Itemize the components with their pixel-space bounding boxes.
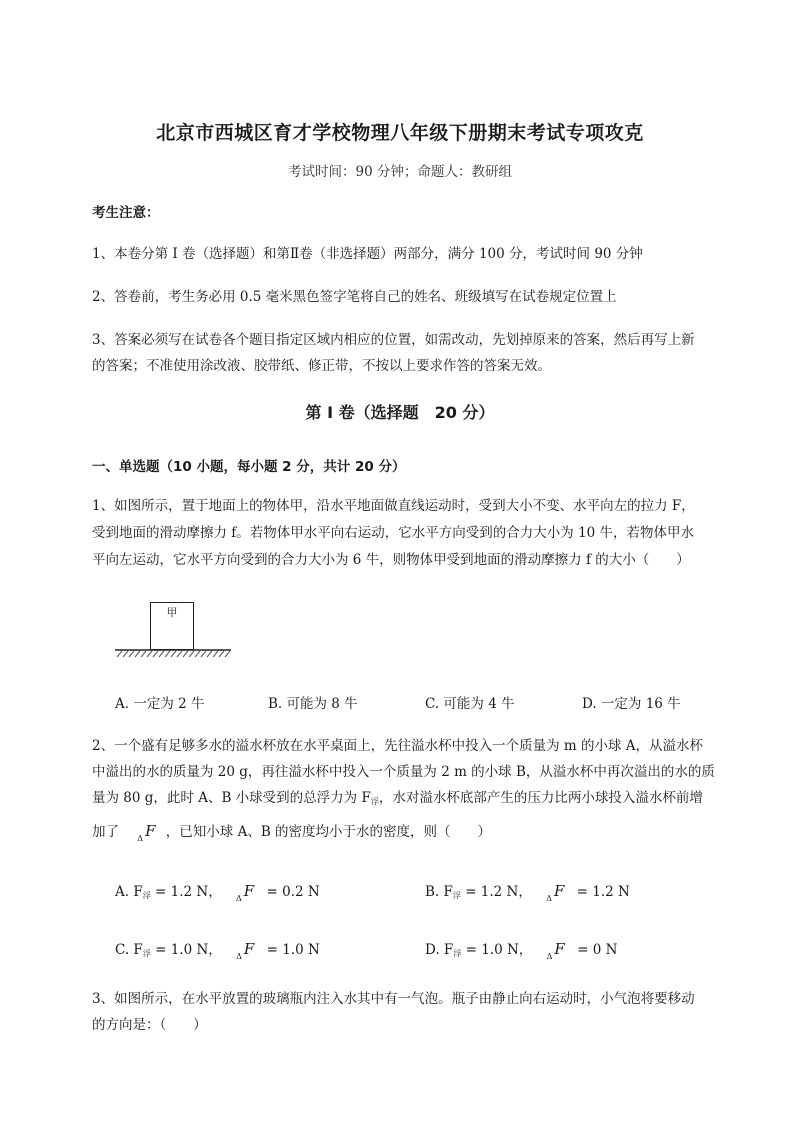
force-symbol: F xyxy=(243,940,255,958)
option-a[interactable]: A. $F_浮 = 1.2$ N， $_\Delta$ F = 0.2 N xyxy=(115,882,320,903)
exam-info: 考试时间：90 分钟；命题人：教研组 xyxy=(288,164,512,180)
buoyancy-subscript: 浮 xyxy=(452,891,461,900)
option-b[interactable]: B. 可能为 8 牛 xyxy=(268,696,358,712)
buoyancy-subscript: 浮 xyxy=(142,891,151,900)
option-letter: B. xyxy=(425,884,440,900)
ground-hatch xyxy=(115,649,231,659)
question-2-line xyxy=(92,789,722,811)
option-value: = 0 N xyxy=(577,942,618,958)
question-1-figure xyxy=(115,598,231,660)
option-letter: A. xyxy=(115,884,130,900)
option-c[interactable]: C. $F_浮 = 1.0$ N， $_\Delta$ F = 1.0 N xyxy=(115,940,320,961)
question-2-line xyxy=(92,822,722,848)
delta-symbol: Δ xyxy=(546,952,553,961)
delta-symbol: Δ xyxy=(236,952,242,961)
notice-item: 3、答案必须写在试卷各个题目指定区域内相应的位置，如需改动，先划掉原来的答案，然后再写上新 xyxy=(92,332,695,348)
option-value: = 1.0 N xyxy=(266,942,320,958)
notice-item: 的答案；不准使用涂改液、胶带纸、修正带，不按以上要求作答的答案无效。 xyxy=(92,358,551,374)
option-value: = 0.2 N xyxy=(266,884,320,900)
notice-item: 1、本卷分第 I 卷（选择题）和第Ⅱ卷（非选择题）两部分，满分 100 分，考试时间 90 分钟 xyxy=(92,246,643,262)
block-label: 甲 xyxy=(166,606,178,619)
question-1-line: 受到地面的滑动摩擦力 f。若物体甲水平向右运动，它水平方向受到的合力大小为 10 牛，若物体甲水 xyxy=(92,525,695,541)
question-1-line: 1、如图所示，置于地面上的物体甲，沿水平地面做直线运动时，受到大小不变、水平向左的拉力 F， xyxy=(92,498,695,514)
delta-symbol: Δ xyxy=(137,834,144,843)
option-value: = 1.0 N， xyxy=(155,942,222,958)
force-symbol: F xyxy=(243,882,255,900)
section-title: 第 I 卷（选择题 20 分） xyxy=(305,403,495,422)
force-symbol: F xyxy=(553,882,565,900)
question-1-line: 平向左运动，它水平方向受到的合力大小为 6 牛，则物体甲受到地面的滑动摩擦力 f 的大小（ ） xyxy=(92,552,690,568)
notice-item: 2、答卷前，考生务必用 0.5 毫米黑色签字笔将自己的姓名、班级填写在试卷规定位置上 xyxy=(92,289,617,305)
buoyancy-subscript: 浮 xyxy=(142,949,151,958)
buoyancy-subscript: 浮 xyxy=(453,949,462,958)
question-2-line: 中溢出的水的质量为 20 g，再往溢水杯中投入一个质量为 2 m 的小球 B，从溢水杯中再次溢出的水的质 xyxy=(92,764,715,780)
delta-symbol: Δ xyxy=(546,894,552,903)
question-2-text: ，已知小球 A、B 的密度均小于水的密度，则（ ） xyxy=(165,824,492,840)
block-jia xyxy=(150,602,194,650)
option-a[interactable]: A. 一定为 2 牛 xyxy=(115,696,205,712)
page-title: 北京市西城区育才学校物理八年级下册期末考试专项攻克 xyxy=(156,122,644,144)
question-2-text: 量为 80 g，此时 A、B 小球受到的总浮力为 F xyxy=(92,790,371,806)
option-value: = 1.2 N， xyxy=(155,884,222,900)
delta-symbol: Δ xyxy=(236,894,242,903)
force-symbol: F xyxy=(554,940,565,958)
option-b[interactable]: B. $F_浮 = 1.2$ N， $_\Delta$ F = 1.2 N xyxy=(425,882,630,903)
question-2-line: 2、一个盛有足够多水的溢水杯放在水平桌面上，先往溢水杯中投入一个质量为 m 的小球 A，从溢水杯 xyxy=(92,738,704,754)
notice-heading: 考生注意： xyxy=(92,205,160,221)
option-c[interactable]: C. 可能为 4 牛 xyxy=(425,696,515,712)
buoyancy-subscript: 浮 xyxy=(370,797,379,806)
option-d[interactable]: D. 一定为 16 牛 xyxy=(582,696,681,712)
force-symbol: F xyxy=(145,822,156,840)
option-value: = 1.0 N， xyxy=(465,942,533,958)
option-value: = 1.2 N xyxy=(576,884,630,900)
option-d[interactable]: D. $F_浮 = 1.0$ N， $_\Delta$ F = 0 N xyxy=(425,940,618,961)
option-letter: D. xyxy=(425,942,440,958)
question-3-line: 的方向是：（ ） xyxy=(92,1017,207,1033)
question-3-line: 3、如图所示，在水平放置的玻璃瓶内注入水其中有一气泡。瓶子由静止向右运动时，小气泡将要移动 xyxy=(92,991,695,1007)
option-value: = 1.2 N， xyxy=(465,884,532,900)
option-letter: C. xyxy=(115,942,130,958)
question-2-text: ，水对溢水杯底部产生的压力比两小球投入溢水杯前增 xyxy=(378,790,703,806)
part-heading: 一、单选题（10 小题，每小题 2 分，共计 20 分） xyxy=(92,459,406,475)
question-2-text: 加了 xyxy=(92,824,119,840)
